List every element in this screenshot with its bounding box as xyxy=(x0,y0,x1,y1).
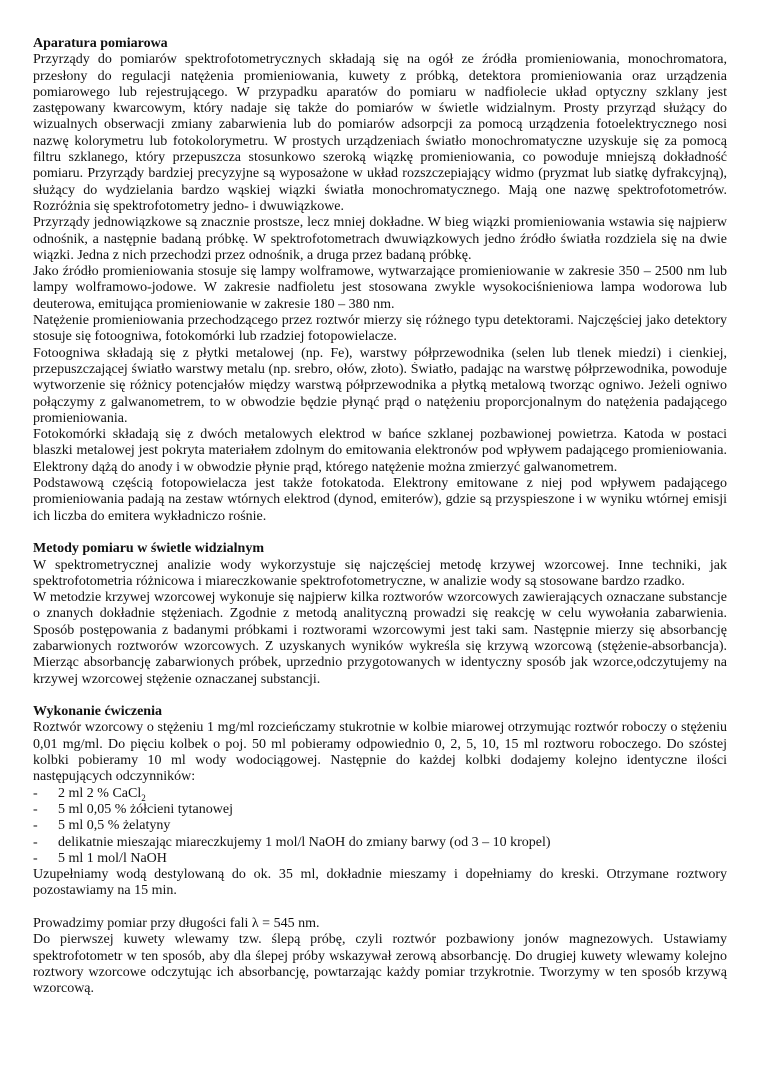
list-item-label: 5 ml 1 mol/l NaOH xyxy=(58,850,167,866)
bullet-dash: - xyxy=(33,801,38,817)
list-item-label: delikatnie mieszając miareczkujemy 1 mol/l NaOH do zmiany barwy (od 3 – 10 kropel) xyxy=(58,834,551,850)
text-line: Fotoogniwa składają się z płytki metalowej (np. Fe), warstwy półprzewodnika (selen lub tlenek miedzi) i cienkiej, xyxy=(33,345,727,361)
text-line: Uzupełniamy wodą destylowaną do ok. 35 ml, dokładnie mieszamy i dopełniamy do kreski. Otrzymane roztwory xyxy=(33,867,727,883)
text-line: Rozróżnia się spektrofotometry jedno- i dwuwiązkowe. xyxy=(33,198,345,214)
text-line: zastępowany kwarcowym, który nadaje się także do pomiarów w świetle widzialnym. Prosty przyrząd służący do xyxy=(33,101,727,117)
text-line: spektrofotometria różnicowa i miareczkowanie spektrofotometryczne, w analizie wody są stosowane bardzo rzadko. xyxy=(33,573,685,589)
paragraph xyxy=(33,932,727,997)
text-line: Roztwór wzorcowy o stężeniu 1 mg/ml rozcieńczamy stukrotnie w kolbie miarowej otrzymując roztwór roboczy o stężeniu xyxy=(33,720,727,736)
paragraph xyxy=(33,558,727,591)
text-line: zabarwionych roztworów wzorcowych. Z uzyskanych wyników wykreśla się krzywą wzorcową (stężenie-absorbancja). xyxy=(33,638,727,654)
paragraph xyxy=(33,264,727,313)
text-line: Przyrządy do pomiarów spektrofotometrycznych składają się na ogół ze źródła promieniowania, monochromatora, xyxy=(33,52,727,68)
text-line: odnośnik, a następnie badaną próbkę. W spektrofotometrach dwuwiązkowych jedno źródło światła rozdziela się na dwie xyxy=(33,231,727,247)
document-page xyxy=(33,36,727,998)
text-line: o znanych dokładnie stężeniach. Zgodnie z metodą analityczną prowadzi się reakcję w celu wywołania zabarwienia. xyxy=(33,606,727,622)
text-line: przepuszczającej światło warstwy metalu (np. srebro, ołów, złoto). Światło, padając na warstwę półprzewodnika, powoduje xyxy=(33,361,727,377)
blank-line xyxy=(33,900,727,916)
section-heading: Wykonanie ćwiczenia xyxy=(33,704,162,720)
text-line: ich liczba do emitera wykładniczo rośnie. xyxy=(33,508,267,524)
blank-line xyxy=(33,688,727,704)
text-line: następujących odczynników: xyxy=(33,769,196,785)
bullet-dash: - xyxy=(33,785,38,801)
text-line: służący do wydzielania bardzo wąskiej wiązki światła monochromatycznego. Mają one nazwę spektrofotometrów. xyxy=(33,182,727,198)
section xyxy=(33,541,727,688)
bullet-dash: - xyxy=(33,834,38,850)
list-item-text xyxy=(58,851,167,867)
list-item xyxy=(33,835,727,851)
text-line: Sposób postępowania z badanymi próbkami i roztworami wzorcowymi jest taki sam. Następnie mierzy się absorbancję xyxy=(33,622,727,638)
subscript: 2 xyxy=(141,792,146,803)
list-item-text xyxy=(58,786,146,802)
text-line: Podstawową częścią fotopowielacza jest także fotokatoda. Elektrony emitowane z niej pod wpływem padającego xyxy=(33,476,727,492)
list-item-text xyxy=(58,802,233,818)
text-line: wzorcową. xyxy=(33,981,95,997)
reagent-list xyxy=(33,786,727,867)
text-line: kolbki pobieramy 10 ml wody wodociągowej. Następnie do każdej kolbki dodajemy kolejno identyczne ilości xyxy=(33,753,727,769)
text-line: Prowadzimy pomiar przy długości fali λ = 545 nm. xyxy=(33,916,320,932)
text-line: blaszki metalowej jest pokryta materiałem zdolnym do emitowania elektronów pod wpływem padającego promieniowania. xyxy=(33,443,727,459)
text-line: wytworzenie się różnicy potencjałów między warstwą półprzewodnika a płytką metalową tworząc ogniwo. Jeżeli ogniwo xyxy=(33,378,727,394)
text-line: przesłony do regulacji natężenia promieniowania, kuwety z próbką, detektora promieniowania oraz urządzenia xyxy=(33,68,727,84)
paragraph xyxy=(33,476,727,525)
text-line: roztwory wzorcowe odczytując ich absorbancję, powtarzając każdy pomiar trzykrotnie. Tworzymy w ten sposób krzywą xyxy=(33,964,727,980)
list-item-label: 5 ml 0,05 % żółcieni tytanowej xyxy=(58,801,233,817)
text-line: Jako źródło promieniowania stosuje się lampy wolframowe, wytwarzające promieniowanie w zakresie 350 – 2500 nm lub xyxy=(33,264,727,280)
blank-line xyxy=(33,525,727,541)
text-line: Przyrządy jednowiązkowe są znacznie prostsze, lecz mniej dokładne. W bieg wiązki promieniowania wstawia się najpierw xyxy=(33,215,727,231)
paragraph xyxy=(33,867,727,900)
text-line: promieniowania. xyxy=(33,410,128,426)
text-line: W metodzie krzywej wzorcowej wykonuje się najpierw kilka roztworów wzorcowych zawierających oznaczane substancje xyxy=(33,590,727,606)
text-line: połączymy z galwanometrem, to w obwodzie będzie płynąć prąd o natężeniu proporcjonalnym do natężenia padającego xyxy=(33,394,727,410)
text-line: 0,01 mg/ml. Do pięciu kolbek o poj. 50 ml pobieramy odpowiednio 0, 2, 5, 10, 15 ml roztworu roboczego. Do szóstej xyxy=(33,736,727,752)
text-line: pozostawiamy na 15 min. xyxy=(33,883,177,899)
text-line: lampy wolframowo-jodowe. W zakresie nadfioletu jest stosowana zwykle wysokociśnieniowa lampa wodorowa lub xyxy=(33,280,727,296)
list-item xyxy=(33,851,727,867)
text-line: filtru szklanego, który przepuszcza stosunkowo szeroką wiązkę promieniowania, co powoduje mniejszą dokładność xyxy=(33,150,727,166)
paragraph xyxy=(33,52,727,215)
paragraph xyxy=(33,313,727,346)
bullet-dash: - xyxy=(33,850,38,866)
paragraph xyxy=(33,720,727,785)
list-item-text xyxy=(58,818,170,834)
text-line: nazwę kolorymetru lub fotokolorymetru. W prostych urządzeniach światło monochromatyczne uzyskuje się za pomocą xyxy=(33,133,727,149)
section-heading: Aparatura pomiarowa xyxy=(33,36,168,51)
section-heading: Metody pomiaru w świetle widzialnym xyxy=(33,541,264,557)
paragraph xyxy=(33,215,727,264)
section xyxy=(33,36,727,525)
text-line: krzywej wzorcowej stężenie oznaczanej substancji. xyxy=(33,671,321,687)
list-item-label: 2 ml 2 % CaCl xyxy=(58,785,142,801)
list-item xyxy=(33,786,727,802)
text-line: stosuje się fotoogniwa, fotokomórki lub rzadziej fotopowielacze. xyxy=(33,329,397,345)
list-item xyxy=(33,802,727,818)
paragraph xyxy=(33,916,727,932)
text-line: spektrofotometr w ten sposób, aby dla ślepej próby wskazywał zerową absorbancję. Do drugiej kuwety wlewamy kolejno xyxy=(33,948,727,964)
text-line: Elektrony dążą do anody i w obwodzie płynie prąd, którego natężenie można zmierzyć galwanometrem. xyxy=(33,459,618,475)
paragraph xyxy=(33,427,727,476)
text-line: Do pierwszej kuwety wlewamy tzw. ślepą próbę, czyli roztwór pozbawiony jonów magnezowych. Ustawiamy xyxy=(33,932,727,948)
list-item-label: 5 ml 0,5 % żelatyny xyxy=(58,818,171,834)
text-line: pomiaru. Przyrządy bardziej precyzyjne są wyposażone w układ rozszczepiający widmo (pryzmat lub siatkę dyfrakcyjną), xyxy=(33,166,727,182)
bullet-dash: - xyxy=(33,818,38,834)
text-line: W spektrometrycznej analizie wody wykorzystuje się najczęściej metodę krzywej wzorcowej. Inne techniki, jak xyxy=(33,557,727,573)
paragraph xyxy=(33,346,727,427)
text-line: Fotokomórki składają się z dwóch metalowych elektrod w bańce szklanej pozbawionej powietrza. Katoda w postaci xyxy=(33,427,727,443)
text-line: Natężenie promieniowania przechodzącego przez roztwór mierzy się różnego typu detektorami. Najczęściej jako detektory xyxy=(33,313,727,329)
text-line: Mierząc absorbancję zabarwionych próbek, uprzednio przygotowanych w identyczny sposób jak wzorce,odczytujemy na xyxy=(33,655,727,671)
section xyxy=(33,704,727,997)
text-line: wizualnych obserwacji zmiany zabarwienia lub do pomiarów adsorpcji za pomocą urządzenia fotoelektrycznego nosi xyxy=(33,117,727,133)
paragraph xyxy=(33,590,727,688)
text-line: promieniowania padają na zestaw wtórnych elektrod (dynod, emiterów), gdzie są przyspieszone i w wyniku wtórnej emisji xyxy=(33,492,727,508)
text-line: deuterowa, emitująca promieniowanie w zakresie 180 – 380 nm. xyxy=(33,296,395,312)
list-item-text xyxy=(58,835,551,851)
text-line: pomiarowego lub rejestrującego. W przypadku aparatów do pomiaru w nadfiolecie układ optyczny szklany jest xyxy=(33,84,727,100)
list-item xyxy=(33,818,727,834)
text-line: wiązki. Jedna z nich przechodzi przez odnośnik, a druga przez badaną próbkę. xyxy=(33,247,472,263)
